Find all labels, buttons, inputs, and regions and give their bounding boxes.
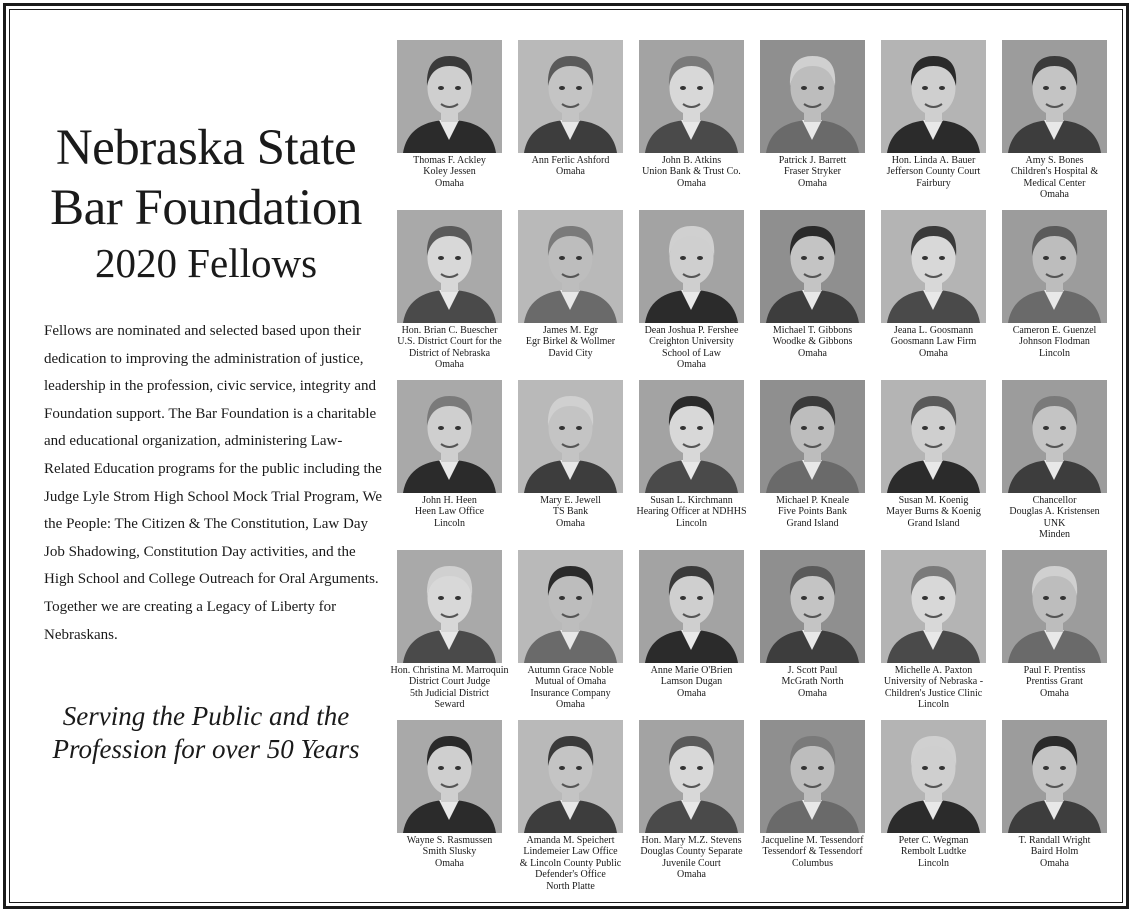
page-subtitle: 2020 Fellows [94, 240, 318, 286]
portrait-silhouette [518, 720, 623, 833]
fellow-detail: Columbus [791, 857, 834, 869]
fellow-name: Chancellor [1032, 495, 1077, 506]
title-line-1: Nebraska State [55, 120, 357, 176]
fellow-detail: Lincoln [917, 857, 950, 869]
fellow-detail: Children's Hospital & [1010, 166, 1099, 178]
fellow-detail: Defender's Office [535, 869, 606, 881]
fellow-name: Thomas F. Ackley [413, 155, 486, 166]
portrait-silhouette [1002, 550, 1107, 663]
portrait-photo [518, 210, 623, 323]
portrait-photo [1002, 550, 1107, 663]
fellow-name: Paul F. Prentiss [1023, 665, 1086, 676]
portrait-silhouette [518, 380, 623, 493]
portrait-photo [881, 380, 986, 493]
fellow-detail: Omaha [919, 347, 948, 359]
fellow-name: John H. Heen [422, 495, 477, 506]
fellow-detail: Omaha [435, 857, 464, 869]
fellow-name: Hon. Mary M.Z. Stevens [641, 835, 742, 846]
fellow-caption [626, 665, 757, 699]
fellow-caption [505, 155, 636, 178]
fellow-detail: Douglas County Separate [640, 846, 743, 858]
portrait-photo [397, 210, 502, 323]
fellow-detail: 5th Judicial District [410, 687, 489, 699]
fellow-detail: Omaha [677, 869, 706, 881]
fellow-caption [505, 665, 636, 711]
portrait-photo [639, 40, 744, 153]
portrait-photo [760, 40, 865, 153]
fellow-detail: Lincoln [1038, 347, 1071, 359]
portrait-photo [760, 210, 865, 323]
portrait-photo [760, 380, 865, 493]
tagline-line-1: Serving the Public and the [62, 701, 350, 731]
fellow-detail: Omaha [677, 687, 706, 699]
portrait-photo [518, 380, 623, 493]
portrait-silhouette [397, 40, 502, 153]
portrait-silhouette [397, 720, 502, 833]
portrait-silhouette [1002, 380, 1107, 493]
fellow-detail: School of Law [662, 347, 721, 359]
portrait-photo [518, 40, 623, 153]
fellow-detail: Rembolt Ludtke [900, 846, 967, 858]
fellow-detail: Woodke & Gibbons [772, 336, 853, 348]
portrait-silhouette [1002, 40, 1107, 153]
fellow-detail: North Platte [546, 880, 595, 892]
fellow-detail: Seward [434, 699, 465, 711]
portrait-silhouette [639, 210, 744, 323]
fellow-detail: Baird Holm [1030, 846, 1079, 858]
fellow-caption [747, 495, 878, 529]
fellow-name: Michael P. Kneale [775, 495, 850, 506]
fellow-caption [505, 495, 636, 529]
fellow-detail: District of Nebraska [408, 347, 491, 359]
fellow-detail: Fairbury [916, 177, 951, 189]
portrait-photo [881, 40, 986, 153]
portrait-photo [881, 720, 986, 833]
fellow-detail: Omaha [1040, 189, 1069, 201]
fellow-detail: Johnson Flodman [1019, 336, 1090, 348]
fellow-caption [384, 835, 515, 869]
fellow-caption [747, 835, 878, 869]
portrait-silhouette [760, 40, 865, 153]
fellow-name: Michelle A. Paxton [894, 665, 973, 676]
portrait-silhouette [397, 380, 502, 493]
fellow-detail: U.S. District Court for the [397, 336, 502, 348]
fellow-detail: Omaha [556, 517, 585, 529]
portrait-silhouette [760, 720, 865, 833]
portrait-silhouette [518, 550, 623, 663]
fellow-name: Jeana L. Goosmann [893, 325, 974, 336]
fellow-caption [384, 495, 515, 529]
fellow-detail: Heen Law Office [414, 506, 485, 518]
portrait-silhouette [1002, 720, 1107, 833]
fellow-caption [747, 325, 878, 359]
fellow-detail: Children's Justice Clinic [884, 687, 983, 699]
portrait-silhouette [881, 720, 986, 833]
portrait-photo [639, 720, 744, 833]
tagline-line-2: Profession for over 50 Years [52, 734, 360, 764]
portrait-photo [1002, 720, 1107, 833]
portrait-silhouette [518, 40, 623, 153]
intro-column [28, 118, 384, 764]
fellow-name: Patrick J. Barrett [778, 155, 847, 166]
fellow-name: Peter C. Wegman [898, 835, 969, 846]
fellow-detail: Lindemeier Law Office [523, 846, 618, 858]
fellow-detail: University of Nebraska - [883, 676, 984, 688]
portrait-silhouette [397, 210, 502, 323]
fellow-caption [989, 835, 1120, 869]
fellow-detail: Koley Jessen [423, 166, 476, 178]
fellow-detail: Prentiss Grant [1026, 676, 1083, 688]
fellow-detail: UNK [1043, 517, 1066, 529]
title-line-2: Bar Foundation [50, 180, 362, 236]
portrait-photo [518, 550, 623, 663]
portrait-silhouette [881, 210, 986, 323]
portrait-photo [881, 550, 986, 663]
portrait-silhouette [881, 40, 986, 153]
fellow-caption [626, 325, 757, 371]
fellow-name: Ann Ferlic Ashford [531, 155, 610, 166]
fellow-caption [747, 665, 878, 699]
fellow-name: Amanda M. Speichert [526, 835, 615, 846]
fellow-detail: Omaha [677, 359, 706, 371]
fellow-detail: Grand Island [907, 517, 960, 529]
fellow-detail: Smith Slusky [422, 846, 477, 858]
portrait-photo [1002, 210, 1107, 323]
fellow-caption [868, 495, 999, 529]
portrait-photo [518, 720, 623, 833]
portrait-silhouette [639, 40, 744, 153]
fellow-detail: Minden [1038, 529, 1071, 541]
fellow-detail: Omaha [556, 166, 585, 178]
portrait-photo [397, 720, 502, 833]
portrait-silhouette [1002, 210, 1107, 323]
fellow-name: Amy S. Bones [1025, 155, 1084, 166]
fellow-detail: Omaha [1040, 687, 1069, 699]
fellow-caption [868, 665, 999, 711]
fellow-detail: Omaha [798, 347, 827, 359]
fellow-detail: TS Bank [552, 506, 589, 518]
fellow-name: Susan L. Kirchmann [650, 495, 733, 506]
fellow-detail: Juvenile Court [662, 857, 721, 869]
portrait-photo [1002, 380, 1107, 493]
fellow-caption [989, 665, 1120, 699]
fellow-detail: Omaha [677, 177, 706, 189]
fellow-caption [868, 325, 999, 359]
fellow-name: Susan M. Koenig [898, 495, 969, 506]
fellow-caption [384, 325, 515, 371]
fellow-detail: Omaha [556, 699, 585, 711]
fellow-detail: Goosmann Law Firm [890, 336, 977, 348]
portrait-silhouette [639, 720, 744, 833]
fellow-detail: Five Points Bank [778, 506, 847, 518]
fellow-detail: David City [548, 347, 593, 359]
portrait-silhouette [881, 550, 986, 663]
fellow-detail: Creighton University [649, 336, 734, 348]
fellow-detail: Tessendorf & Tessendorf [762, 846, 863, 858]
fellow-detail: Mayer Burns & Koenig [886, 506, 981, 518]
fellow-detail: Fraser Stryker [784, 166, 841, 178]
portrait-photo [1002, 40, 1107, 153]
portrait-photo [881, 210, 986, 323]
fellow-caption [505, 835, 636, 892]
fellow-caption [505, 325, 636, 359]
fellow-name: Jacqueline M. Tessendorf [761, 835, 864, 846]
portrait-silhouette [639, 380, 744, 493]
fellow-name: Mary E. Jewell [540, 495, 601, 506]
fellow-caption [868, 835, 999, 869]
portrait-photo [397, 380, 502, 493]
fellow-caption [626, 835, 757, 881]
fellow-detail: Insurance Company [530, 687, 611, 699]
fellow-name: T. Randall Wright [1018, 835, 1091, 846]
fellow-detail: Medical Center [1023, 177, 1086, 189]
fellow-caption [626, 495, 757, 529]
fellow-detail: Mutual of Omaha [534, 676, 607, 688]
portrait-photo [397, 550, 502, 663]
fellow-detail: Omaha [798, 177, 827, 189]
fellow-caption [868, 155, 999, 189]
fellow-detail: Union Bank & Trust Co. [642, 166, 741, 178]
fellow-detail: Egr Birkel & Wollmer [525, 336, 616, 348]
fellow-name: Cameron E. Guenzel [1012, 325, 1097, 336]
fellow-name: J. Scott Paul [787, 665, 838, 676]
fellow-name: Hon. Christina M. Marroquin [390, 665, 509, 676]
portrait-photo [639, 210, 744, 323]
portrait-silhouette [760, 380, 865, 493]
portrait-silhouette [760, 210, 865, 323]
description-paragraph: Fellows are nominated and selected based upon their dedication to improving the administration of justice, leadership in the profession, civic service, integrity and Foundation support. The Bar Foundation is a charitable and educational organization, administering Law-Related Education programs for the public including the Judge Lyle Strom High School Mock Trial Program, We the People: The Citizen & The Constitution, Law Day Job Shadowing, Constitution Day activities, and the High School and College Outreach for Oral Arguments. Together we are creating a Legacy of Liberty for Nebraskans. [44, 323, 383, 643]
fellow-detail: Lamson Dugan [660, 676, 723, 688]
fellow-detail: Hearing Officer at NDHHS [636, 506, 747, 518]
fellow-detail: Omaha [435, 359, 464, 371]
portrait-silhouette [881, 380, 986, 493]
fellow-detail: Omaha [1040, 857, 1069, 869]
fellow-detail: Lincoln [433, 517, 466, 529]
fellow-detail: Douglas A. Kristensen [1009, 506, 1100, 518]
fellow-caption [989, 325, 1120, 359]
fellow-name: James M. Egr [542, 325, 599, 336]
fellow-caption [384, 155, 515, 189]
fellow-caption [384, 665, 515, 711]
fellow-detail: Grand Island [786, 517, 839, 529]
fellow-caption [989, 495, 1120, 541]
fellow-name: Dean Joshua P. Fershee [644, 325, 739, 336]
page-title [28, 118, 384, 238]
portrait-silhouette [518, 210, 623, 323]
portrait-silhouette [760, 550, 865, 663]
fellow-name: Autumn Grace Noble [527, 665, 614, 676]
fellow-detail: Omaha [798, 687, 827, 699]
fellow-name: Wayne S. Rasmussen [406, 835, 493, 846]
portrait-silhouette [639, 550, 744, 663]
fellow-detail: Jefferson County Court [886, 166, 981, 178]
fellow-name: Hon. Linda A. Bauer [891, 155, 976, 166]
fellow-detail: Lincoln [917, 699, 950, 711]
fellow-name: Hon. Brian C. Buescher [401, 325, 498, 336]
portrait-photo [760, 550, 865, 663]
fellow-name: Anne Marie O'Brien [650, 665, 733, 676]
portrait-photo [760, 720, 865, 833]
fellow-detail: Lincoln [675, 517, 708, 529]
fellow-caption [989, 155, 1120, 201]
fellow-name: John B. Atkins [661, 155, 722, 166]
fellow-detail: Omaha [435, 177, 464, 189]
fellow-detail: & Lincoln County Public [519, 857, 622, 869]
fellow-caption [747, 155, 878, 189]
fellow-name: Michael T. Gibbons [772, 325, 853, 336]
tagline [28, 700, 384, 766]
fellow-detail: District Court Judge [408, 676, 491, 688]
portrait-photo [397, 40, 502, 153]
portrait-photo [639, 380, 744, 493]
fellow-caption [626, 155, 757, 189]
portrait-silhouette [397, 550, 502, 663]
portrait-photo [639, 550, 744, 663]
fellow-detail: McGrath North [781, 676, 844, 688]
